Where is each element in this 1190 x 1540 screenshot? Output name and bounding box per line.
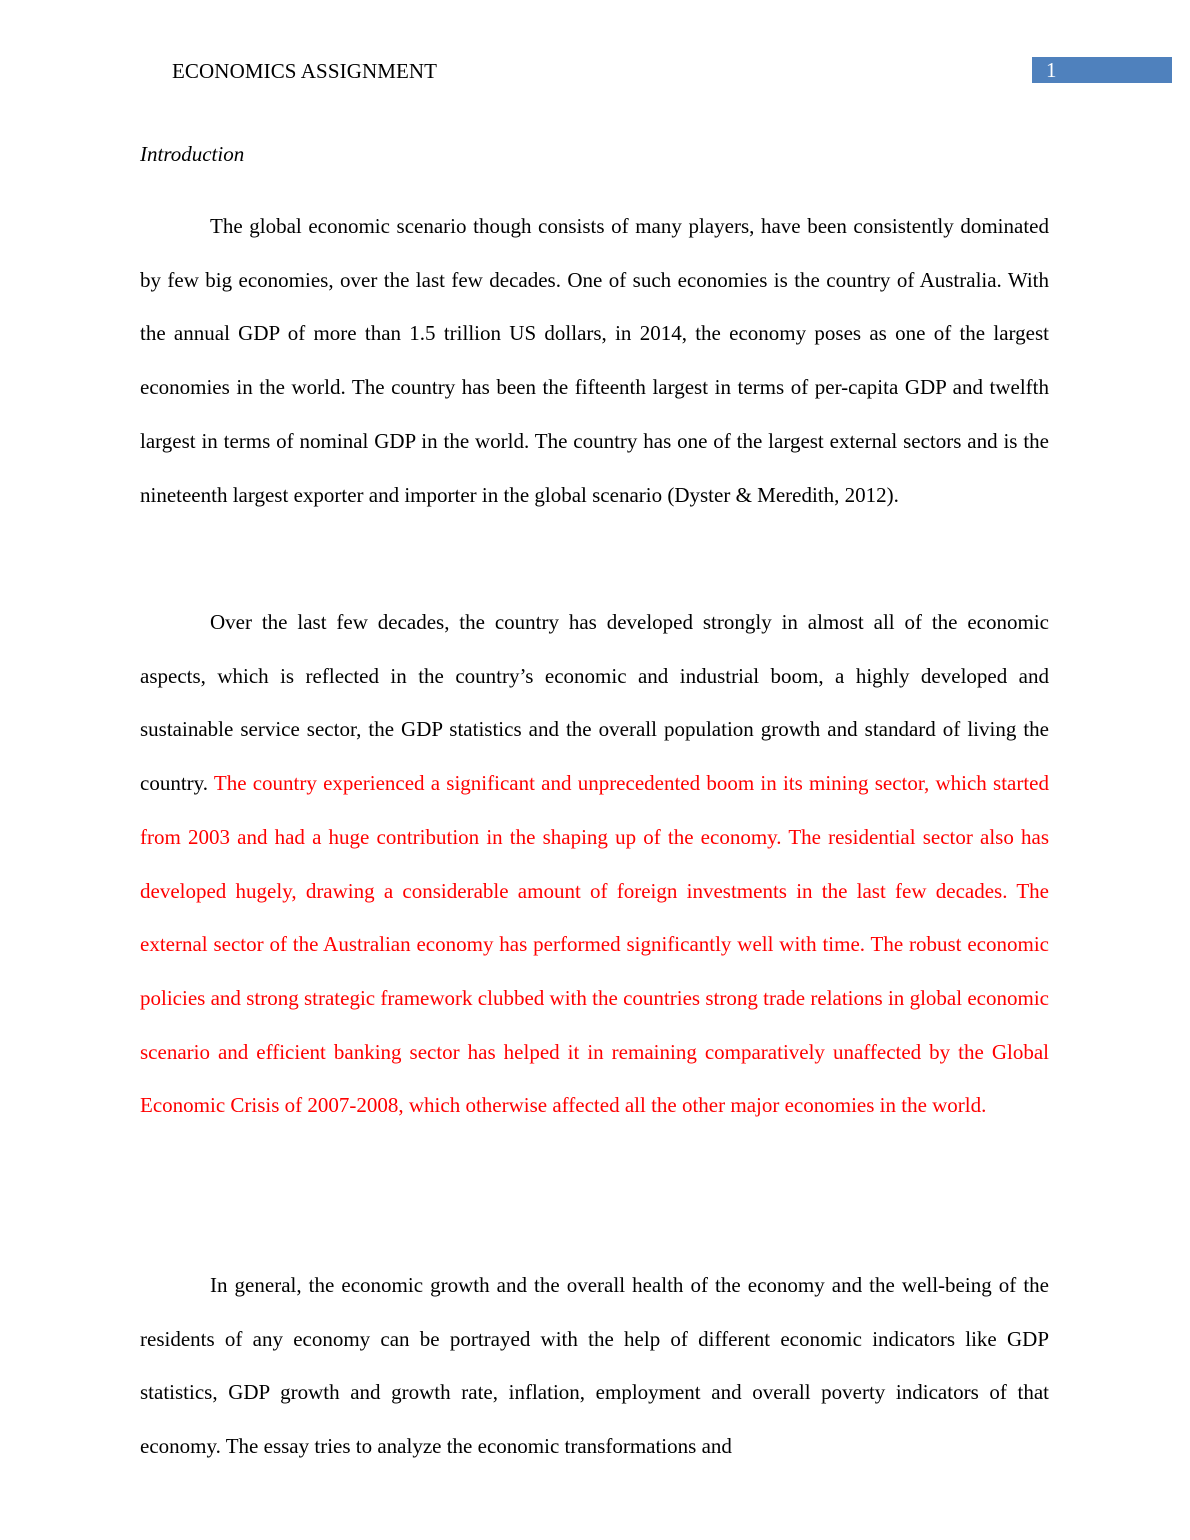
paragraph-2-text: Over the last few decades, the country has developed strongly in almost all of the economic aspects, which is reflected in the country’s economic and industrial boom, a highly developed and sustainable service sector, the GDP statistics and the overall population growth and standard of living the country. <box>140 610 1049 796</box>
paragraph-1: The global economic scenario though consists of many players, have been consistently dominated by few big economies, over the last few decades. One of such economies is the country of Australia. With the annual GDP of more than 1.5 trillion US dollars, in 2014, the economy poses as one of the largest economies in the world. The country has been the fifteenth largest in terms of per-capita GDP and twelfth largest in terms of nominal GDP in the world. The country has one of the largest external sectors and is the nineteenth largest exporter and importer in the global scenario (Dyster & Meredith, 2012). <box>140 214 1049 507</box>
header-title: ECONOMICS ASSIGNMENT <box>172 59 438 83</box>
section-heading: Introduction <box>140 142 245 166</box>
page-number-badge <box>1032 57 1172 83</box>
paragraph-3: In general, the economic growth and the overall health of the economy and the well-being of the residents of any economy can be portrayed with the help of different economic indicators like GDP statistics, GDP growth and growth rate, inflation, employment and overall poverty indicators of that economy. The essay tries to analyze the economic transformations and <box>140 1273 1049 1459</box>
paragraph-2-highlighted-text: The country experienced a significant and unprecedented boom in its mining sector, which started from 2003 and had a huge contribution in the shaping up of the economy. The residential sector also has developed hugely, drawing a considerable amount of foreign investments in the last few decades. The external sector of the Australian economy has performed significantly well with time. The robust economic policies and strong strategic framework clubbed with the countries strong trade relations in global economic scenario and efficient banking sector has helped it in remaining comparatively unaffected by the Global Economic Crisis of 2007-2008, which otherwise affected all the other major economies in the world. <box>140 771 1049 1118</box>
paragraph-2 <box>140 596 1049 1133</box>
page-number: 1 <box>1046 58 1057 82</box>
